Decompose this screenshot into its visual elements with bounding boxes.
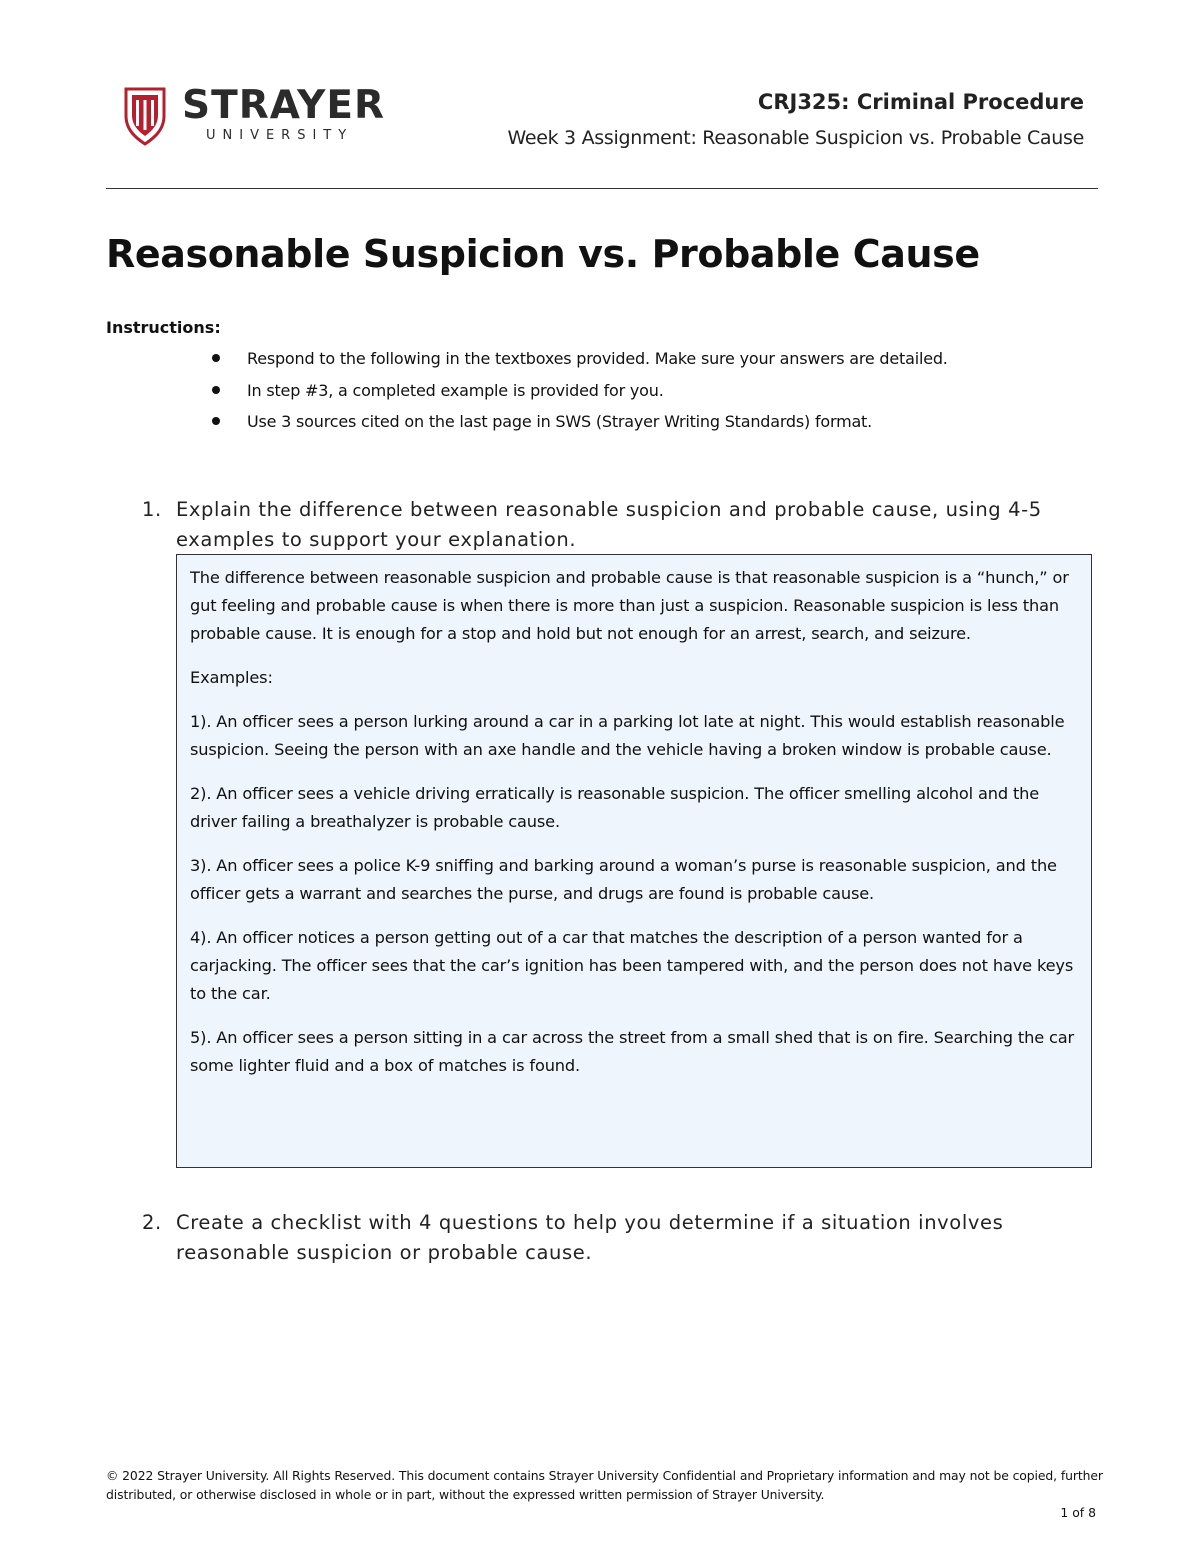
answer-paragraph: 5). An officer sees a person sitting in a car across the street from a small shed that is on fire. Searching the car some lighter fluid and a box of matches is found. (190, 1028, 1075, 1075)
course-title: CRJ325: Criminal Procedure (757, 90, 1084, 114)
question-number: 2. (142, 1211, 162, 1234)
question-1 (142, 495, 1096, 555)
instructions-label: Instructions: (106, 318, 221, 337)
logo-wordmark: STRAYER (182, 83, 386, 128)
answer-paragraph: 4). An officer notices a person getting out of a car that matches the description of a person wanted for a carjacking. The officer sees that the car’s ignition has been tampered with, and the person does not have keys to the car. (190, 928, 1074, 1003)
question-text: Create a checklist with 4 questions to help you determine if a situation involves reasonable suspicion or probable cause. (176, 1211, 1004, 1264)
answer-paragraph: Examples: (190, 668, 273, 687)
answer-paragraph: 1). An officer sees a person lurking around a car in a parking lot late at night. This would establish reasonable suspicion. Seeing the person with an axe handle and the vehicle having a broken window is probable cause. (190, 712, 1065, 759)
question-number: 1. (142, 498, 162, 521)
page-number: 1 of 8 (1060, 1505, 1096, 1520)
shield-icon (122, 86, 168, 146)
bullet-icon (212, 417, 220, 425)
answer-paragraph: 3). An officer sees a police K-9 sniffing and barking around a woman’s purse is reasonable suspicion, and the officer gets a warrant and searches the purse, and drugs are found is probable cause. (190, 856, 1057, 903)
question-text: Explain the difference between reasonable suspicion and probable cause, using 4-5 examples to support your explanation. (176, 498, 1042, 551)
answer-paragraph: The difference between reasonable suspicion and probable cause is that reasonable suspicion is a “hunch,” or gut feeling and probable cause is when there is more than just a suspicion. Reasonable suspicion is less than probable cause. It is enough for a stop and hold but not enough for an arrest, search, and seizure. (190, 568, 1069, 643)
list-item: Use 3 sources cited on the last page in SWS (Strayer Writing Standards) format. (212, 409, 1092, 441)
instructions-list (212, 346, 1092, 441)
bullet-icon (212, 386, 220, 394)
list-item: Respond to the following in the textboxes provided. Make sure your answers are detailed. (212, 346, 1092, 378)
logo-subtitle: UNIVERSITY (206, 128, 354, 143)
answer-paragraph: 2). An officer sees a vehicle driving erratically is reasonable suspicion. The officer smelling alcohol and the driver failing a breathalyzer is probable cause. (190, 784, 1040, 831)
question-2 (142, 1208, 1096, 1268)
page-title: Reasonable Suspicion vs. Probable Cause (106, 232, 980, 276)
copyright-notice: © 2022 Strayer University. All Rights Reserved. This document contains Strayer University Confidential and Proprietary information and may not be copied, further distributed, or otherwise disclosed in whole or in part, without the expressed written permission of Strayer University. (106, 1468, 1103, 1502)
header-divider (106, 188, 1098, 189)
assignment-title: Week 3 Assignment: Reasonable Suspicion vs. Probable Cause (507, 127, 1084, 149)
answer-textbox-1[interactable] (176, 554, 1092, 1168)
list-item: In step #3, a completed example is provided for you. (212, 378, 1092, 410)
bullet-icon (212, 354, 220, 362)
